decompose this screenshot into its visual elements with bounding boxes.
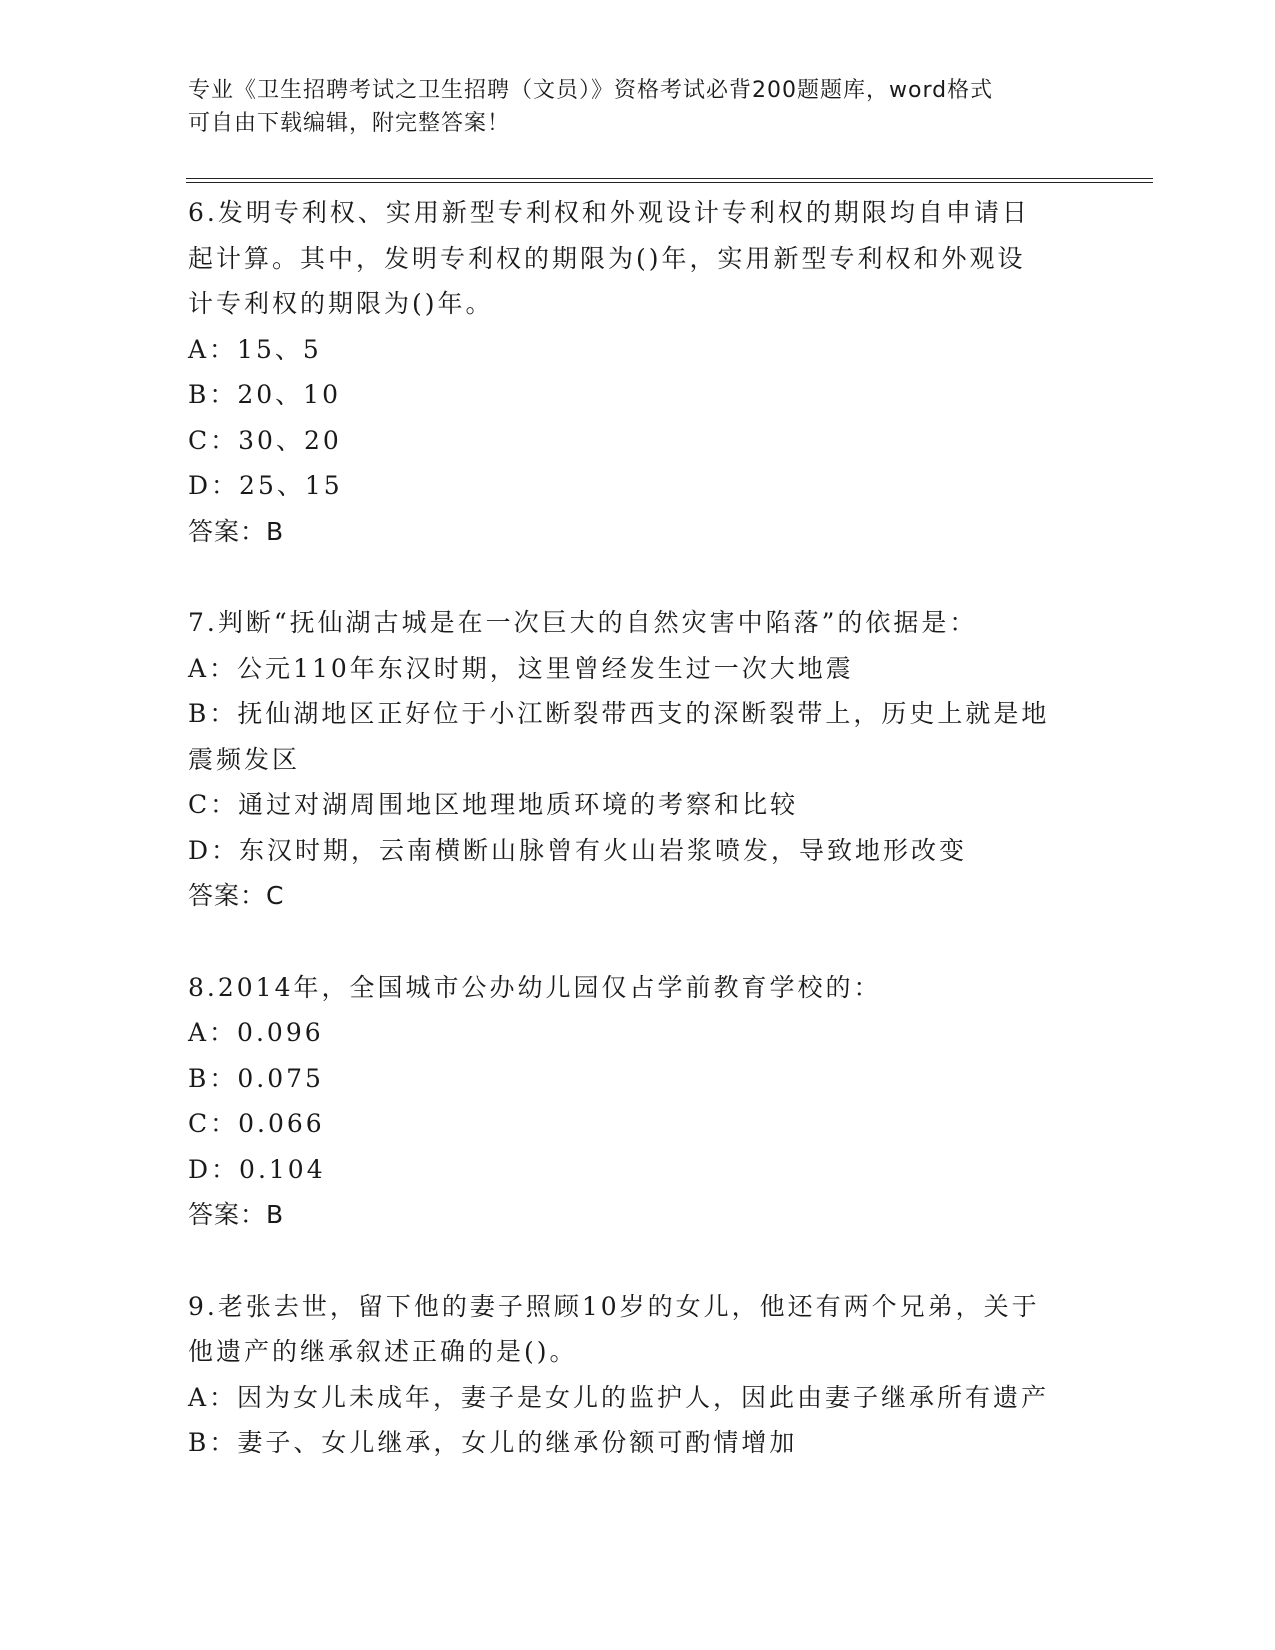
document-header — [188, 74, 1088, 140]
option-a: A：公元110年东汉时期，这里曾经发生过一次大地震 — [188, 653, 854, 683]
answer-label: 答案：C — [188, 881, 285, 910]
question-stem-line: 6.发明专利权、实用新型专利权和外观设计专利权的期限均自申请日 — [188, 198, 1030, 227]
question-stem-line: 7.判断“抚仙湖古城是在一次巨大的自然灾害中陷落”的依据是： — [188, 608, 978, 637]
option-a: A：15、5 — [188, 334, 322, 364]
header-divider — [186, 178, 1153, 183]
option-a: A：0.096 — [188, 1018, 324, 1047]
spacer — [188, 1238, 1088, 1284]
option-b: B：妻子、女儿继承，女儿的继承份额可酌情增加 — [188, 1428, 798, 1457]
option-a: A：因为女儿未成年，妻子是女儿的监护人，因此由妻子继承所有遗产 — [188, 1382, 1050, 1412]
question-stem-line: 起计算。其中，发明专利权的期限为()年，实用新型专利权和外观设 — [188, 243, 1026, 273]
question-list — [188, 190, 1088, 1466]
spacer — [188, 554, 1088, 600]
question-stem-line: 计专利权的期限为()年。 — [188, 289, 494, 318]
question-stem-line: 9.老张去世，留下他的妻子照顾10岁的女儿，他还有两个兄弟，关于 — [188, 1291, 1040, 1321]
answer-label: 答案：B — [188, 516, 285, 546]
header-line-1: 专业《卫生招聘考试之卫生招聘（文员）》资格考试必背200题题库，word格式 — [188, 78, 994, 103]
question-9 — [188, 1284, 1088, 1466]
option-d: D：25、15 — [188, 471, 343, 500]
option-b-continued: 震频发区 — [188, 744, 301, 774]
option-c: C：0.066 — [188, 1109, 325, 1138]
question-stem-line: 他遗产的继承叙述正确的是()。 — [188, 1337, 578, 1366]
question-8 — [188, 965, 1088, 1238]
option-b: B：20、10 — [188, 380, 341, 409]
question-6 — [188, 190, 1088, 554]
question-stem-line: 8.2014年，全国城市公办幼儿园仅占学前教育学校的： — [188, 972, 882, 1002]
question-7 — [188, 600, 1088, 919]
answer-label: 答案：B — [188, 1200, 285, 1229]
option-b: B：0.075 — [188, 1063, 324, 1093]
option-c: C：通过对湖周围地区地理地质环境的考察和比较 — [188, 790, 799, 819]
option-b: B：抚仙湖地区正好位于小江断裂带西支的深断裂带上，历史上就是地 — [188, 699, 1050, 728]
spacer — [188, 919, 1088, 965]
header-line-2: 可自由下载编辑，附完整答案！ — [188, 111, 511, 136]
option-d: D：0.104 — [188, 1154, 326, 1184]
option-c: C：30、20 — [188, 425, 342, 455]
option-d: D：东汉时期，云南横断山脉曾有火山岩浆喷发，导致地形改变 — [188, 835, 968, 865]
